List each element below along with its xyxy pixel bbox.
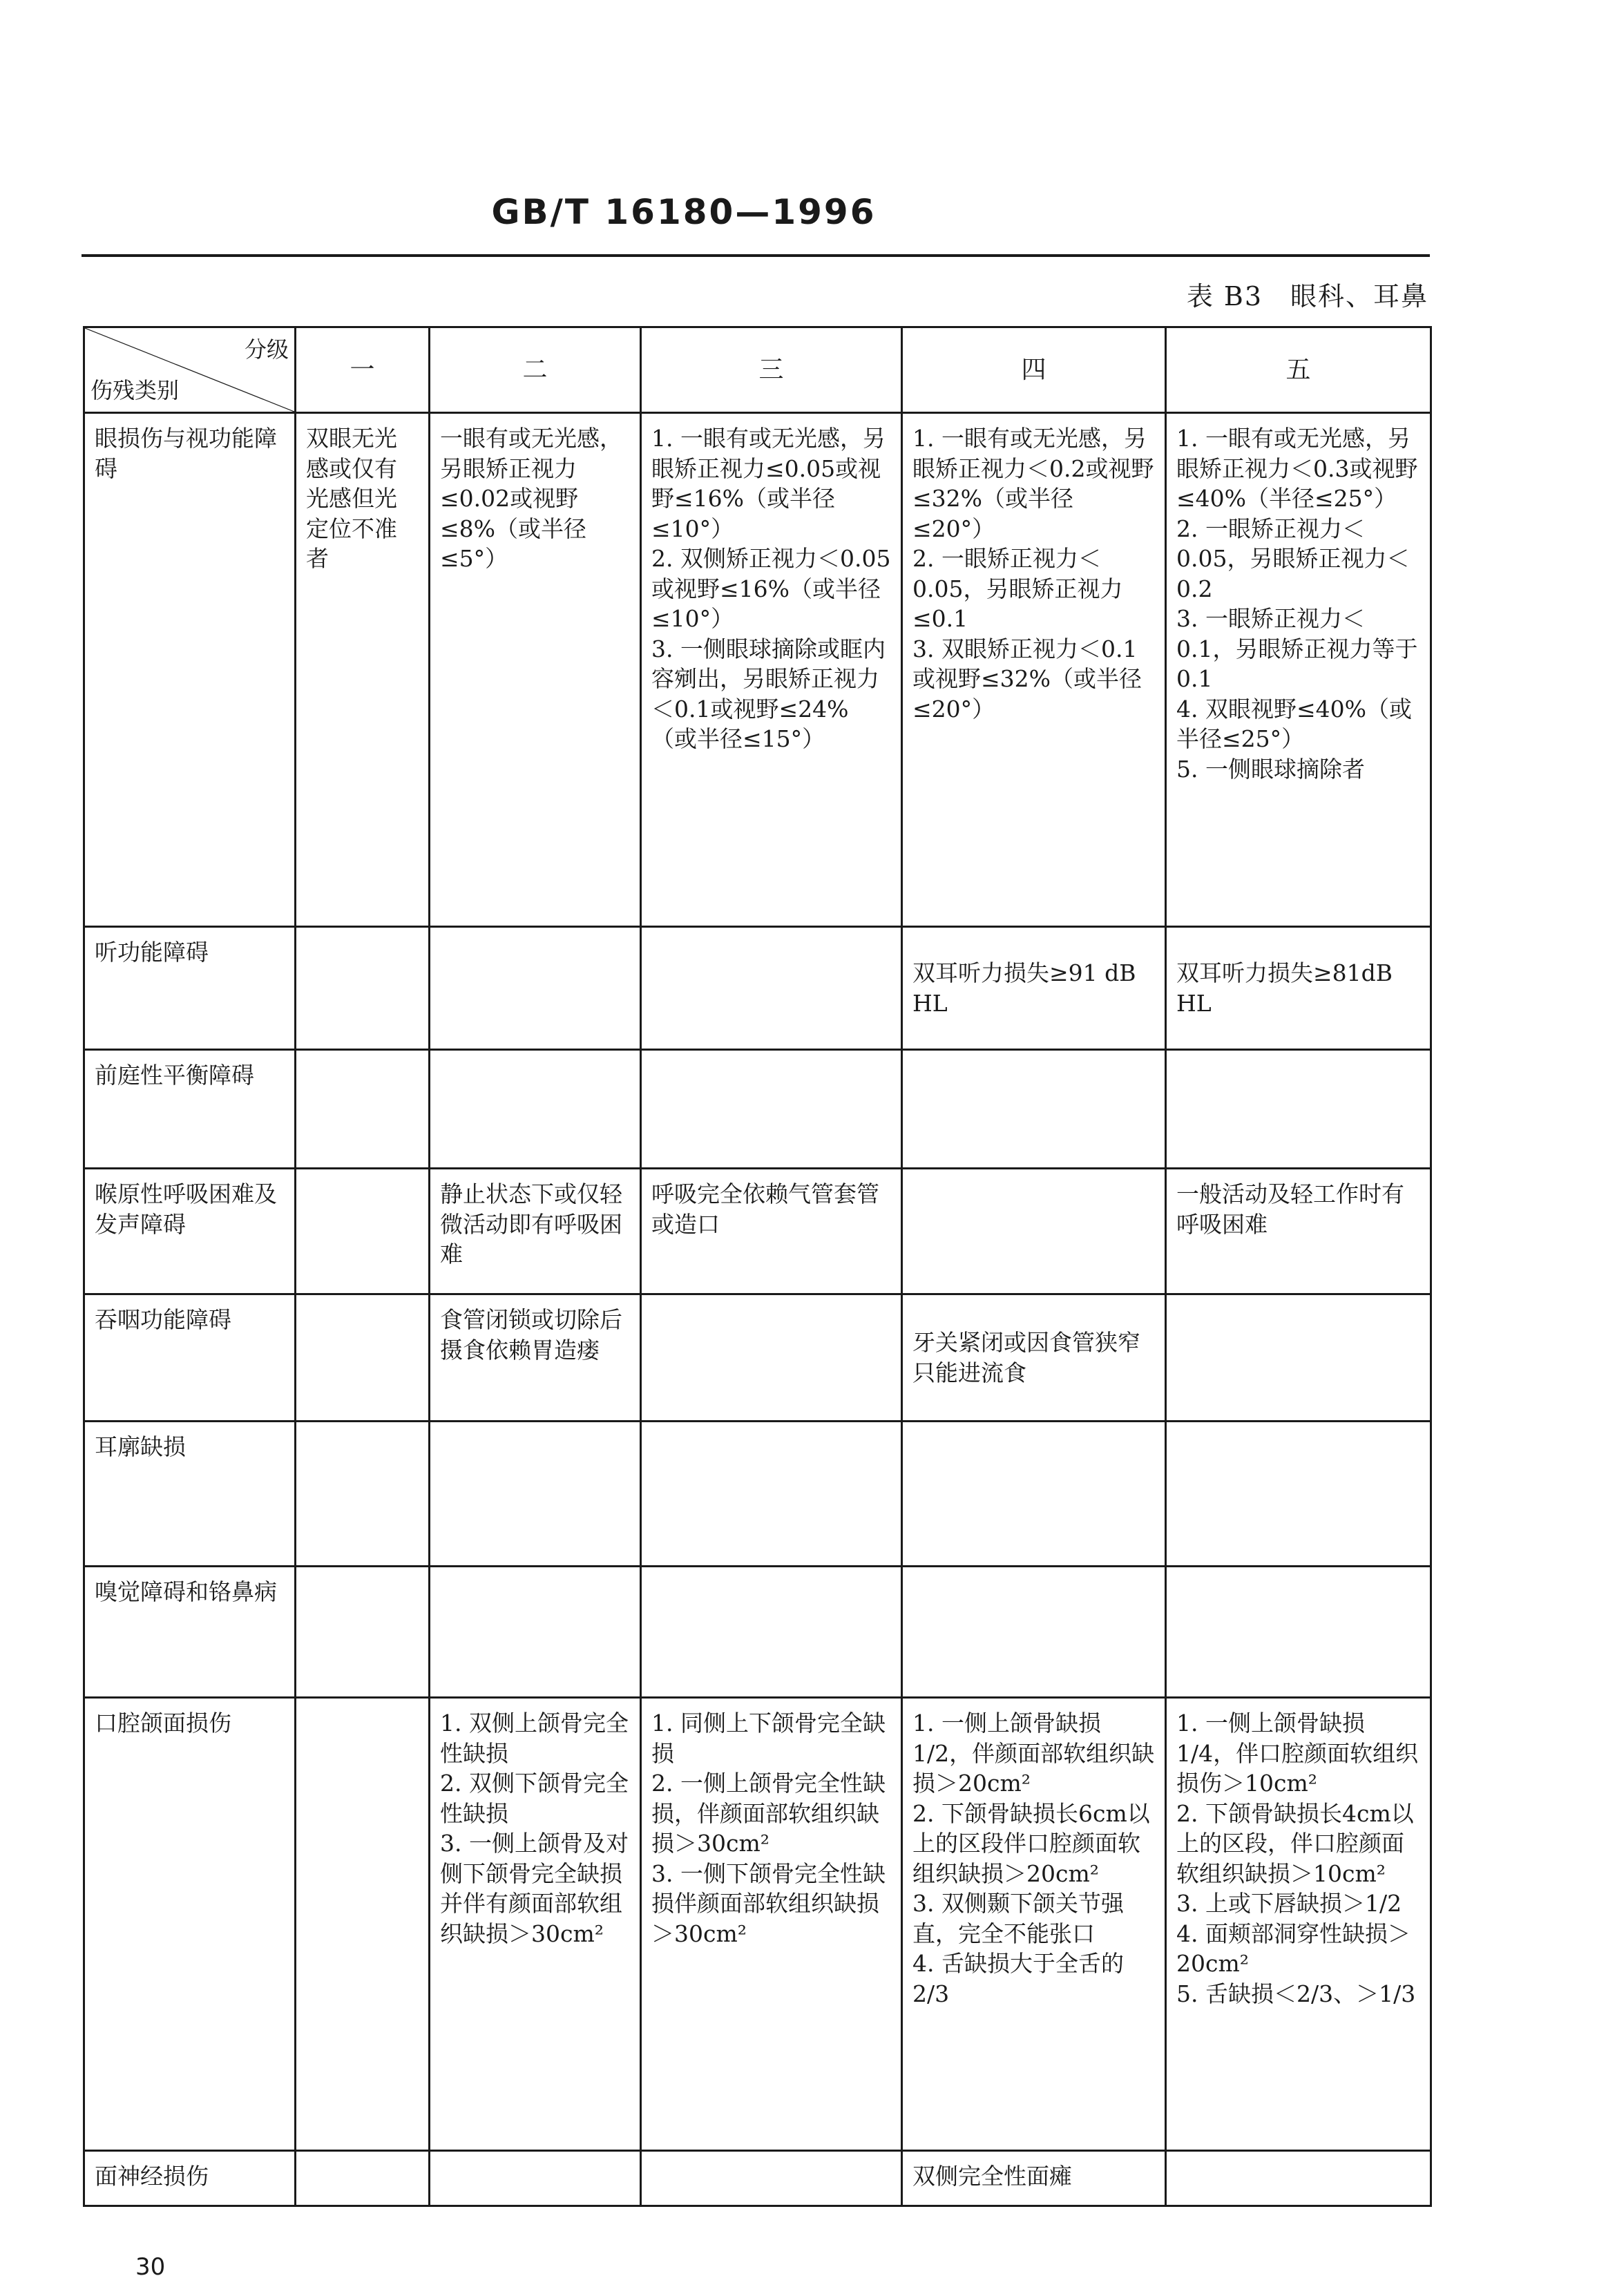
table-row <box>84 927 1431 1050</box>
cell-text: 呼吸完全依赖气管套管或造口 <box>651 1180 879 1238</box>
cell-text: 1. 一眼有或无光感，另眼矫正视力＜0.3或视野≤40%（半径≤25°） 2. 一眼矫正视力＜0.05，另眼矫正视力＜0.2 3. 一眼矫正视力＜0.1，另眼矫正视力等于0.1 4. 双眼视野≤40%（或半径≤25°） 5. 一侧眼球摘除者 <box>1176 425 1418 783</box>
grade-cell <box>296 1169 430 1294</box>
cell-text: 双侧完全性面瘫 <box>912 2163 1072 2190</box>
document-code: GB/T 16180—1996 <box>491 192 877 232</box>
grade-cell <box>902 1567 1166 1698</box>
grade-cell <box>430 413 641 927</box>
table-row <box>84 2151 1431 2206</box>
table-row <box>84 1422 1431 1567</box>
grade-header-2: 二 <box>430 327 641 413</box>
grade-cell <box>430 1698 641 2151</box>
row-category: 前庭性平衡障碍 <box>84 1050 296 1169</box>
grade-cell <box>641 413 902 927</box>
cell-text: 双眼无光感或仅有光感但光定位不准者 <box>306 425 397 573</box>
grade-cell <box>296 1294 430 1422</box>
table-row <box>84 1294 1431 1422</box>
cell-text: 双耳听力损失≥81dB HL <box>1176 959 1393 1017</box>
grade-cell <box>1166 1169 1431 1294</box>
grade-cell <box>1166 1422 1431 1567</box>
grade-cell <box>902 413 1166 927</box>
cell-text: 1. 一侧上颌骨缺损1/2，伴颜面部软组织缺损＞20cm² 2. 下颌骨缺损长6cm以上的区段伴口腔颜面软组织缺损＞20cm² 3. 双侧颞下颌关节强直，完全不能张口 4. 舌缺损大于全舌的2/3 <box>912 1710 1155 2007</box>
grade-cell <box>430 1422 641 1567</box>
grade-cell <box>641 1422 902 1567</box>
header-rule <box>82 254 1430 257</box>
table-header-row <box>84 327 1431 413</box>
grade-cell <box>641 927 902 1050</box>
row-category: 耳廓缺损 <box>84 1422 296 1567</box>
grade-cell <box>1166 1050 1431 1169</box>
grade-cell <box>296 1422 430 1567</box>
grade-header-5: 五 <box>1166 327 1431 413</box>
table-caption: 表 B3 眼科、耳鼻 <box>1186 281 1428 312</box>
grade-cell <box>430 927 641 1050</box>
disability-grade-table <box>83 326 1432 2207</box>
grade-cell <box>641 1169 902 1294</box>
grade-cell <box>902 1698 1166 2151</box>
grade-cell <box>641 1050 902 1169</box>
cell-text: 1. 双侧上颌骨完全性缺损 2. 双侧下颌骨完全性缺损 3. 一侧上颌骨及对侧下颌骨完全缺损并伴有颜面部软组织缺损＞30cm² <box>440 1710 629 1947</box>
grade-cell <box>641 1567 902 1698</box>
grade-cell <box>1166 927 1431 1050</box>
grade-cell <box>641 1294 902 1422</box>
grade-cell <box>296 1050 430 1169</box>
header-corner-cell <box>84 327 296 413</box>
cell-text: 牙关紧闭或因食管狭窄只能进流食 <box>912 1328 1140 1386</box>
page-number: 30 <box>135 2253 166 2281</box>
grade-header-1: 一 <box>296 327 430 413</box>
grade-cell <box>902 1050 1166 1169</box>
corner-label-grade: 分级 <box>244 336 289 363</box>
cell-text: 1. 一眼有或无光感，另眼矫正视力＜0.2或视野≤32%（或半径≤20°） 2. 一眼矫正视力＜0.05，另眼矫正视力≤0.1 3. 双眼矫正视力＜0.1或视野≤32%（或半径≤20°） <box>912 425 1154 723</box>
grade-cell <box>296 1567 430 1698</box>
table-row <box>84 1169 1431 1294</box>
grade-cell <box>1166 1567 1431 1698</box>
grade-cell <box>1166 2151 1431 2206</box>
grade-header-4: 四 <box>902 327 1166 413</box>
grade-cell <box>902 1422 1166 1567</box>
cell-text: 1. 一侧上颌骨缺损1/4，伴口腔颜面软组织损伤＞10cm² 2. 下颌骨缺损长4cm以上的区段，伴口腔颜面软组织缺损＞10cm² 3. 上或下唇缺损＞1/2 4. 面颊部洞穿性缺损＞20cm² 5. 舌缺损＜2/3、＞1/3 <box>1176 1710 1419 2007</box>
grade-cell <box>1166 1294 1431 1422</box>
grade-cell <box>641 2151 902 2206</box>
row-category: 口腔颌面损伤 <box>84 1698 296 2151</box>
grade-cell <box>430 1567 641 1698</box>
cell-text: 食管闭锁或切除后摄食依赖胃造瘘 <box>440 1306 622 1364</box>
row-category: 吞咽功能障碍 <box>84 1294 296 1422</box>
grade-cell <box>430 1294 641 1422</box>
grade-cell <box>430 2151 641 2206</box>
cell-text: 1. 同侧上下颌骨完全缺损 2. 一侧上颌骨完全性缺损，伴颜面部软组织缺损＞30cm² 3. 一侧下颌骨完全性缺损伴颜面部软组织缺损＞30cm² <box>651 1710 886 1947</box>
grade-cell <box>1166 1698 1431 2151</box>
row-category: 喉原性呼吸困难及发声障碍 <box>84 1169 296 1294</box>
row-category: 听功能障碍 <box>84 927 296 1050</box>
table-row <box>84 1567 1431 1698</box>
cell-text: 静止状态下或仅轻微活动即有呼吸困难 <box>440 1180 622 1268</box>
grade-cell <box>296 413 430 927</box>
grade-cell <box>902 927 1166 1050</box>
row-category: 面神经损伤 <box>84 2151 296 2206</box>
grade-cell <box>641 1698 902 2151</box>
cell-text: 双耳听力损失≥91 dB HL <box>912 959 1136 1017</box>
grade-cell <box>296 2151 430 2206</box>
grade-cell <box>430 1050 641 1169</box>
grade-cell <box>296 927 430 1050</box>
grade-cell <box>902 1294 1166 1422</box>
corner-label-category: 伤残类别 <box>90 376 180 403</box>
table-row <box>84 1050 1431 1169</box>
cell-text: 一眼有或无光感，另眼矫正视力≤0.02或视野≤8%（或半径≤5°） <box>440 425 622 573</box>
row-category: 嗅觉障碍和铬鼻病 <box>84 1567 296 1698</box>
row-category: 眼损伤与视功能障碍 <box>84 413 296 927</box>
grade-cell <box>430 1169 641 1294</box>
grade-header-3: 三 <box>641 327 902 413</box>
table-row <box>84 413 1431 927</box>
grade-cell <box>902 1169 1166 1294</box>
grade-cell <box>902 2151 1166 2206</box>
cell-text: 一般活动及轻工作时有呼吸困难 <box>1176 1180 1404 1238</box>
grade-cell <box>296 1698 430 2151</box>
table-row <box>84 1698 1431 2151</box>
grade-cell <box>1166 413 1431 927</box>
cell-text: 1. 一眼有或无光感，另眼矫正视力≤0.05或视野≤16%（或半径≤10°） 2. 双侧矫正视力＜0.05或视野≤16%（或半径≤10°） 3. 一侧眼球摘除或眶内容剜出，另眼矫正视力＜0.1或视野≤24%（或半径≤15°） <box>651 425 891 753</box>
